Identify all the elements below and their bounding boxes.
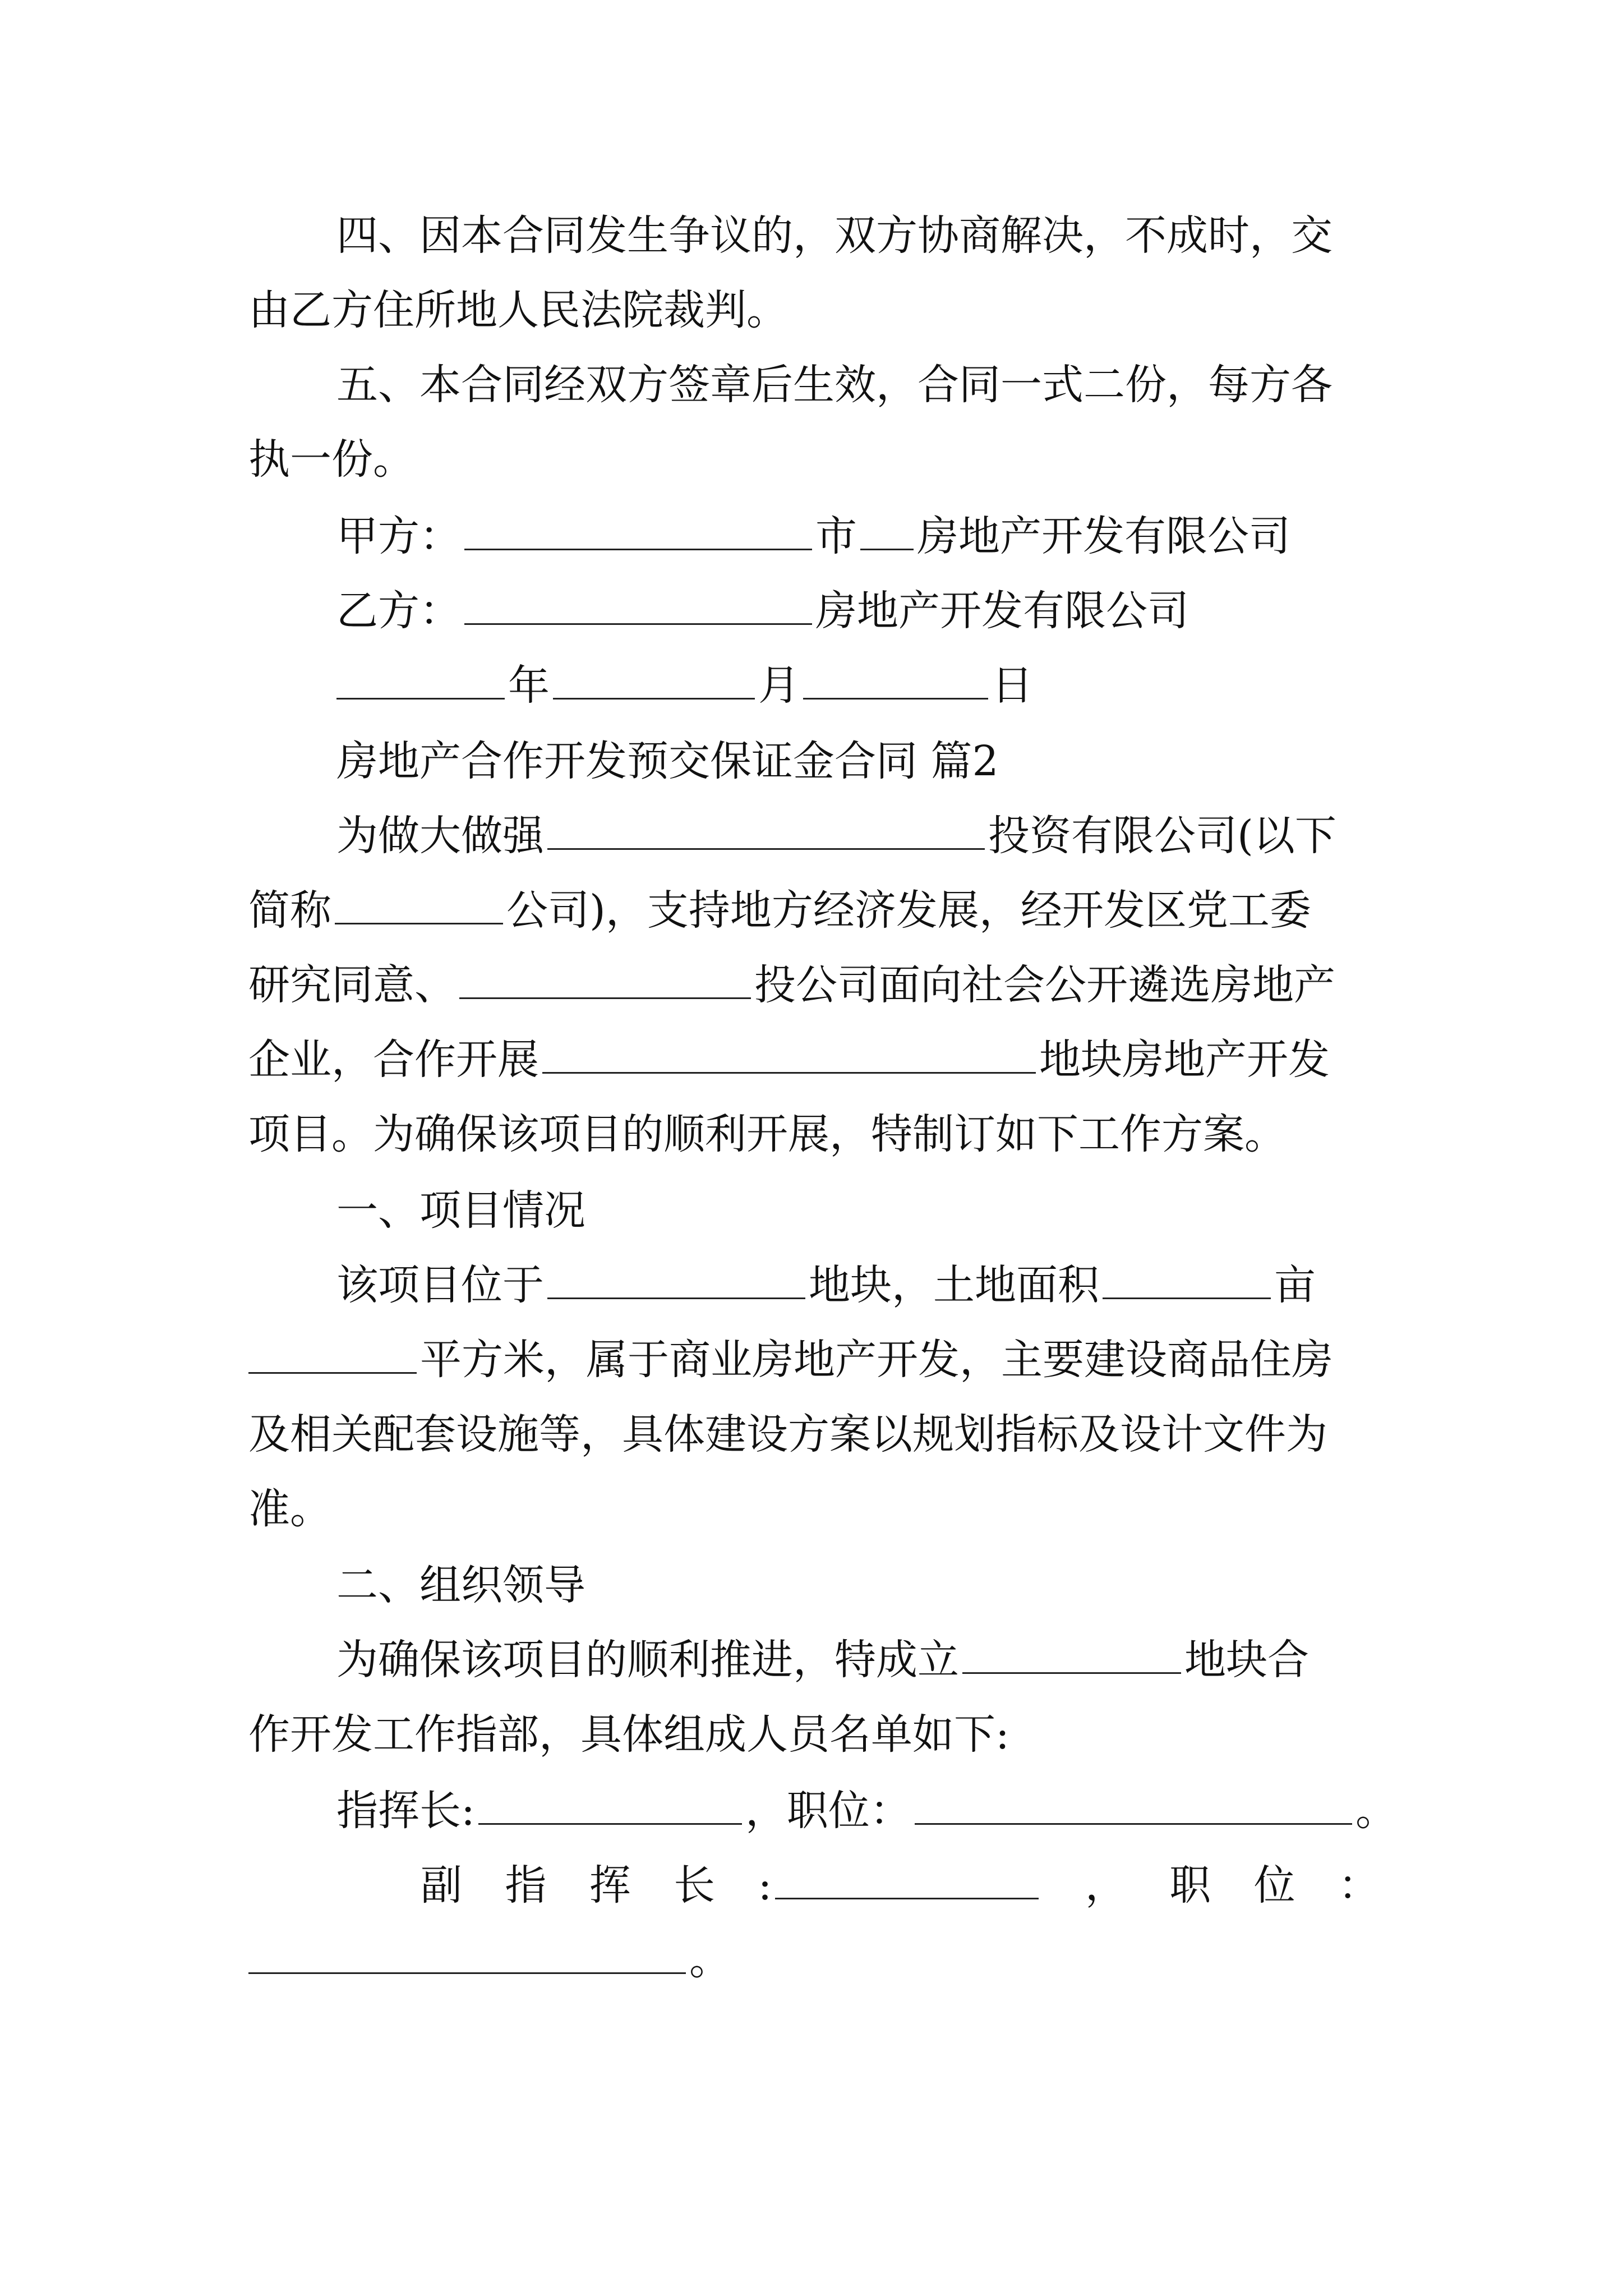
intro-line-5: 项目。为确保该项目的顺利开展，特制订如下工作方案。 — [248, 1110, 1286, 1158]
section-1-line-2 — [248, 1332, 1333, 1388]
section-2-line-2: 作开发工作指部，具体组成人员名单如下: — [248, 1710, 1009, 1759]
company-name-blank — [547, 808, 985, 850]
intro-line-3 — [248, 957, 1335, 1013]
party-a-label: 甲方： — [336, 512, 461, 560]
commander-line — [336, 1783, 1397, 1839]
clause-4-line-1: 四、因本合同发生争议的，双方协商解决，不成时，交 — [336, 211, 1332, 260]
clause-4-line-2: 由乙方住所地人民法院裁判。 — [248, 286, 788, 334]
section-1-text-1b: 地块，土地面积 — [809, 1261, 1099, 1309]
date-line — [336, 657, 1033, 714]
party-b-blank — [464, 583, 812, 625]
section-1-text-1c: 亩 — [1274, 1261, 1316, 1309]
section-2-line-1 — [336, 1632, 1309, 1688]
location-blank — [547, 1257, 805, 1299]
area-mu-blank — [1103, 1257, 1271, 1299]
commander-position-blank — [915, 1783, 1352, 1825]
section-1-text-1a: 该项目位于 — [336, 1261, 544, 1309]
section-1-line-4: 准。 — [248, 1485, 331, 1533]
hq-plot-blank — [962, 1632, 1181, 1674]
commander-position-label: ，职位： — [745, 1787, 911, 1835]
deputy-end-mark: 。 — [689, 1936, 731, 1984]
party-a-city: 市 — [815, 512, 857, 560]
commander-end-mark: 。 — [1355, 1787, 1397, 1835]
deputy-position-char: 职 — [1169, 1861, 1211, 1910]
party-a-line — [336, 508, 1290, 564]
party-b-label: 乙方： — [336, 587, 461, 635]
part2-title: 房地产合作开发预交保证金合同 篇2 — [336, 737, 999, 785]
deputy-position-blank — [248, 1932, 686, 1974]
deputy-name-blank — [775, 1857, 1039, 1899]
intro-line-4 — [248, 1032, 1330, 1088]
section-1-line-1 — [336, 1257, 1316, 1313]
intro-text-2a: 简称 — [248, 886, 331, 935]
month-blank — [553, 657, 755, 700]
party-b-line — [336, 583, 1189, 639]
intro-text-3b: 投公司面向社会公开遴选房地产 — [754, 961, 1335, 1009]
deputy-comma: ， — [1085, 1861, 1127, 1910]
section-1-line-3: 及相关配套设施等，具体建设方案以规划指标及设计文件为 — [248, 1410, 1327, 1458]
deputy-position-char: 位 — [1253, 1861, 1295, 1910]
area-sqm-blank — [248, 1332, 417, 1374]
year-label: 年 — [508, 661, 550, 710]
month-label: 月 — [758, 661, 800, 710]
section-2-heading: 二、组织领导 — [336, 1561, 585, 1609]
deputy-position-line — [248, 1932, 731, 1988]
commander-name-blank — [478, 1783, 742, 1825]
section-1-heading: 一、项目情况 — [336, 1186, 585, 1235]
deputy-colon: : — [758, 1861, 772, 1910]
clause-5-line-1: 五、本合同经双方签章后生效，合同一式二份，每方各 — [336, 361, 1332, 409]
deputy-char: 长 — [674, 1861, 716, 1910]
short-name-blank — [335, 882, 503, 924]
plot-blank — [542, 1032, 1036, 1074]
intro-line-1 — [336, 808, 1336, 864]
deputy-commander-line — [336, 1857, 1380, 1913]
year-blank — [336, 657, 505, 700]
deputy-char: 副 — [421, 1861, 462, 1910]
intro-text-4a: 企业，合作开展 — [248, 1036, 539, 1084]
section-1-text-2: 平方米，属于商业房地产开发，主要建设商品住房 — [420, 1336, 1333, 1384]
intro-text-3a: 研究同意、 — [248, 961, 456, 1009]
day-blank — [803, 657, 988, 700]
intro-text-1a: 为做大做强 — [336, 812, 544, 860]
clause-5-line-2: 执一份。 — [248, 435, 414, 484]
deputy-position-char: ： — [1338, 1861, 1380, 1910]
intro-text-4b: 地块房地产开发 — [1039, 1036, 1330, 1084]
party-b-suffix: 房地产开发有限公司 — [815, 587, 1189, 635]
investor-blank — [459, 957, 751, 999]
intro-text-2b: 公司)，支持地方经济发展，经开发区党工委 — [506, 886, 1311, 935]
party-a-city-blank — [860, 508, 914, 550]
deputy-char: 挥 — [589, 1861, 631, 1910]
intro-line-2 — [248, 882, 1311, 938]
party-a-suffix: 房地产开发有限公司 — [917, 512, 1290, 560]
party-a-blank — [464, 508, 812, 550]
deputy-char: 指 — [505, 1861, 547, 1910]
commander-label: 指挥长: — [336, 1787, 475, 1835]
day-label: 日 — [992, 661, 1033, 710]
section-2-text-1b: 地块合 — [1184, 1636, 1309, 1684]
deputy-name-group — [758, 1857, 1043, 1913]
intro-text-1b: 投资有限公司(以下 — [988, 812, 1336, 860]
section-2-text-1a: 为确保该项目的顺利推进，特成立 — [336, 1636, 959, 1684]
